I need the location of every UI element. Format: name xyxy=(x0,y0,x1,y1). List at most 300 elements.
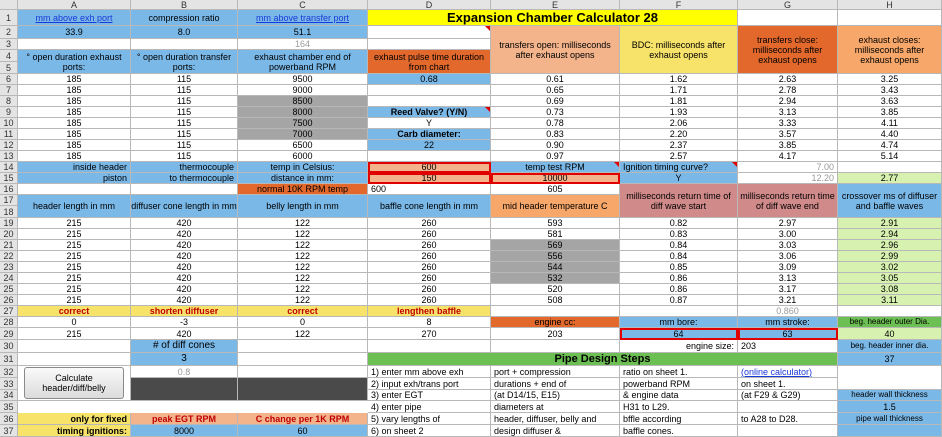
reed-valve-value[interactable]: Y xyxy=(368,118,491,129)
cell-d30[interactable] xyxy=(368,340,491,353)
cell-h32[interactable] xyxy=(838,366,942,390)
row-header[interactable]: 26 xyxy=(0,295,18,306)
diff-wave-start-cell[interactable]: 0.85 xyxy=(620,262,738,273)
exhaust-duration-cell[interactable]: 185 xyxy=(18,151,131,162)
cell-a28[interactable]: 0 xyxy=(18,317,131,328)
baffle-length-cell[interactable]: 260 xyxy=(368,273,491,284)
row-header[interactable]: 34 xyxy=(0,390,18,401)
diffuser-length-cell[interactable]: 420 xyxy=(131,284,238,295)
header-wall-thickness-label[interactable]: header wall thickness xyxy=(838,390,942,401)
cell-a30[interactable] xyxy=(18,340,131,353)
cell-d6-pulse-value[interactable]: 0.68 xyxy=(368,74,491,85)
header-length-cell[interactable]: 215 xyxy=(18,218,131,229)
cell-c31[interactable] xyxy=(238,353,368,366)
cell-a1[interactable]: mm above exh port xyxy=(18,10,131,26)
bdc-ms-cell[interactable]: 2.57 xyxy=(620,151,738,162)
cell-c28[interactable]: 0 xyxy=(238,317,368,328)
bdc-ms-cell[interactable]: 1.93 xyxy=(620,107,738,118)
row-header[interactable]: 15 xyxy=(0,173,18,184)
baffle-length-cell[interactable]: 260 xyxy=(368,218,491,229)
row-header[interactable]: 36 xyxy=(0,413,18,425)
mid-header-temp-cell[interactable]: 520 xyxy=(491,284,620,295)
hdr-crossover[interactable]: crossover ms of diffuser and baffle waves xyxy=(838,184,942,218)
col-header-g[interactable]: G xyxy=(738,0,838,10)
belly-length-cell[interactable]: 122 xyxy=(238,240,368,251)
cell-a2[interactable]: 33.9 xyxy=(18,26,131,39)
header-length-cell[interactable]: 215 xyxy=(18,273,131,284)
transfer-duration-cell[interactable]: 115 xyxy=(131,85,238,96)
transfers-close-ms-cell[interactable]: 3.13 xyxy=(738,107,838,118)
cell-d29[interactable]: 270 xyxy=(368,328,491,340)
cell-h1[interactable] xyxy=(838,10,942,26)
cell-b14[interactable]: thermocouple xyxy=(131,162,238,173)
transfer-duration-cell[interactable]: 115 xyxy=(131,96,238,107)
exhaust-duration-cell[interactable]: 185 xyxy=(18,85,131,96)
diff-wave-start-cell[interactable]: 0.82 xyxy=(620,218,738,229)
hdr-header-length[interactable]: header length in mm xyxy=(18,195,131,218)
transfers-close-ms-cell[interactable]: 2.63 xyxy=(738,74,838,85)
row-header[interactable]: 35 xyxy=(0,401,18,413)
diffuser-length-cell[interactable]: 420 xyxy=(131,229,238,240)
hdr-mid-header-temp[interactable]: mid header temperature C xyxy=(491,195,620,218)
cell-b28[interactable]: -3 xyxy=(131,317,238,328)
cell-c27[interactable]: correct xyxy=(238,306,368,317)
powerband-rpm-cell[interactable]: 9000 xyxy=(238,85,368,96)
row-header[interactable]: 3 xyxy=(0,39,18,50)
cell-g14[interactable]: 7.00 xyxy=(738,162,838,173)
exhaust-close-ms-cell[interactable]: 3.43 xyxy=(838,85,942,96)
cell-a16[interactable] xyxy=(18,184,131,195)
col-header-c[interactable]: C xyxy=(238,0,368,10)
diffuser-length-cell[interactable]: 420 xyxy=(131,251,238,262)
hdr-transfers-open[interactable]: transfers open: milliseconds after exhaust opens xyxy=(491,26,620,74)
diff-wave-start-cell[interactable]: 0.83 xyxy=(620,229,738,240)
cell-c16[interactable]: normal 10K RPM temp xyxy=(238,184,368,195)
exhaust-close-ms-cell[interactable]: 4.74 xyxy=(838,140,942,151)
header-outer-dia-value[interactable]: 40 xyxy=(838,328,942,340)
hdr-transfers-close[interactable]: transfers close: milliseconds after exhaust opens xyxy=(738,26,838,74)
cell-c15[interactable]: distance in mm: xyxy=(238,173,368,184)
step-text-e[interactable]: header, diffuser, belly and xyxy=(491,413,620,425)
bdc-ms-cell[interactable]: 2.06 xyxy=(620,118,738,129)
row-header[interactable]: 12 xyxy=(0,140,18,151)
row-header[interactable]: 11 xyxy=(0,129,18,140)
crossover-ms-cell[interactable]: 3.11 xyxy=(838,295,942,306)
cell-d16[interactable]: 600 xyxy=(368,184,491,195)
diff-wave-start-cell[interactable]: 0.86 xyxy=(620,284,738,295)
fixed-timing-label-1[interactable]: only for fixed xyxy=(18,413,131,425)
step-text-f[interactable]: baffle cones. xyxy=(620,425,738,437)
cell-h15[interactable]: 2.77 xyxy=(838,173,942,184)
belly-length-cell[interactable]: 122 xyxy=(238,229,368,240)
stroke-input[interactable]: 63 xyxy=(738,328,838,340)
row-header[interactable]: 16 xyxy=(0,184,18,195)
transfers-close-ms-cell[interactable]: 2.78 xyxy=(738,85,838,96)
baffle-length-cell[interactable]: 260 xyxy=(368,284,491,295)
powerband-rpm-cell[interactable]: 7000 xyxy=(238,129,368,140)
exhaust-close-ms-cell[interactable]: 3.25 xyxy=(838,74,942,85)
step-text-d[interactable]: 2) input exh/trans port xyxy=(368,378,491,390)
egt-temp-input[interactable]: 600 xyxy=(368,162,491,173)
baffle-length-cell[interactable]: 260 xyxy=(368,295,491,306)
cell-d27[interactable]: lengthen baffle xyxy=(368,306,491,317)
hdr-bdc[interactable]: BDC: milliseconds after exhaust opens xyxy=(620,26,738,74)
col-header-b[interactable]: B xyxy=(131,0,238,10)
reed-valve-label[interactable]: Reed Valve? (Y/N) xyxy=(368,107,491,118)
transfers-open-ms-cell[interactable]: 0.73 xyxy=(491,107,620,118)
exhaust-duration-cell[interactable]: 185 xyxy=(18,140,131,151)
step-text-d[interactable]: 1) enter mm above exh xyxy=(368,366,491,378)
calculate-header-diff-belly-button[interactable]: Calculate header/diff/belly xyxy=(24,367,124,399)
diff-wave-end-cell[interactable]: 2.97 xyxy=(738,218,838,229)
cell-c32[interactable] xyxy=(238,366,368,378)
crossover-ms-cell[interactable]: 2.99 xyxy=(838,251,942,262)
hdr-diff-wave-start[interactable]: milliseconds return time of diff wave start xyxy=(620,184,738,218)
col-header-d[interactable]: D xyxy=(368,0,491,10)
transfer-duration-cell[interactable]: 115 xyxy=(131,151,238,162)
belly-length-cell[interactable]: 122 xyxy=(238,262,368,273)
engine-cc-label[interactable]: engine cc: xyxy=(491,317,620,328)
crossover-ms-cell[interactable]: 2.91 xyxy=(838,218,942,229)
mid-header-temp-cell[interactable]: 593 xyxy=(491,218,620,229)
header-inner-dia-value[interactable]: 37 xyxy=(838,353,942,366)
header-length-cell[interactable]: 215 xyxy=(18,262,131,273)
bore-input[interactable]: 64 xyxy=(620,328,738,340)
row-header[interactable]: 30 xyxy=(0,340,18,353)
diffuser-length-cell[interactable]: 420 xyxy=(131,262,238,273)
powerband-rpm-cell[interactable]: 6500 xyxy=(238,140,368,151)
row-header[interactable]: 1 xyxy=(0,10,18,26)
header-length-cell[interactable]: 215 xyxy=(18,229,131,240)
cell-e16[interactable]: 605 xyxy=(491,184,620,195)
cell-a29[interactable]: 215 xyxy=(18,328,131,340)
powerband-rpm-cell[interactable]: 6000 xyxy=(238,151,368,162)
stroke-label[interactable]: mm stroke: xyxy=(738,317,838,328)
crossover-ms-cell[interactable]: 2.96 xyxy=(838,240,942,251)
diff-wave-end-cell[interactable]: 3.09 xyxy=(738,262,838,273)
hdr-transfer-open-duration[interactable]: ° open duration transfer ports: xyxy=(131,50,238,74)
row-header[interactable]: 8 xyxy=(0,96,18,107)
hdr-pulse-time[interactable]: exhaust pulse time duration from chart xyxy=(368,50,491,74)
transfers-open-ms-cell[interactable]: 0.97 xyxy=(491,151,620,162)
header-outer-dia-label[interactable]: beg. header outer Dia. xyxy=(838,317,942,328)
step-text-g[interactable]: (at F29 & G29) xyxy=(738,390,838,401)
exhaust-close-ms-cell[interactable]: 4.40 xyxy=(838,129,942,140)
bdc-ms-cell[interactable]: 1.81 xyxy=(620,96,738,107)
row-header[interactable]: 32 xyxy=(0,366,18,378)
row-header[interactable]: 13 xyxy=(0,151,18,162)
pipe-wall-thickness-value[interactable] xyxy=(838,425,942,437)
step-text-f[interactable]: & engine data xyxy=(620,390,738,401)
engine-size-value[interactable]: 203 xyxy=(738,340,838,353)
row-header[interactable]: 4 xyxy=(0,50,18,62)
cell-a3[interactable] xyxy=(18,39,131,50)
cell-a27[interactable]: correct xyxy=(18,306,131,317)
bdc-ms-cell[interactable]: 1.71 xyxy=(620,85,738,96)
cell-d28[interactable]: 8 xyxy=(368,317,491,328)
cell-b32[interactable]: 0.8 xyxy=(131,366,238,378)
transfers-open-ms-cell[interactable]: 0.83 xyxy=(491,129,620,140)
row-header[interactable]: 10 xyxy=(0,118,18,129)
step-text-d[interactable]: 4) enter pipe xyxy=(368,401,491,413)
cell-c3[interactable]: 164 xyxy=(238,39,368,50)
baffle-length-cell[interactable]: 260 xyxy=(368,262,491,273)
c-change-label[interactable]: C change per 1K RPM xyxy=(238,413,368,425)
cell-d13[interactable] xyxy=(368,151,491,162)
transfers-open-ms-cell[interactable]: 0.61 xyxy=(491,74,620,85)
carb-diameter-value[interactable]: 22 xyxy=(368,140,491,151)
bdc-ms-cell[interactable]: 2.20 xyxy=(620,129,738,140)
exhaust-close-ms-cell[interactable]: 5.14 xyxy=(838,151,942,162)
belly-length-cell[interactable]: 122 xyxy=(238,295,368,306)
diff-wave-start-cell[interactable]: 0.86 xyxy=(620,273,738,284)
cell-b29[interactable]: 420 xyxy=(131,328,238,340)
row-header[interactable]: 33 xyxy=(0,378,18,390)
bdc-ms-cell[interactable]: 2.37 xyxy=(620,140,738,151)
select-all-corner[interactable] xyxy=(0,0,18,10)
step-text-g[interactable] xyxy=(738,425,838,437)
exhaust-duration-cell[interactable]: 185 xyxy=(18,129,131,140)
cell-d3[interactable] xyxy=(368,39,491,50)
exhaust-duration-cell[interactable]: 185 xyxy=(18,107,131,118)
header-length-cell[interactable]: 215 xyxy=(18,295,131,306)
step-text-d[interactable]: 5) vary lengths of xyxy=(368,413,491,425)
row-header[interactable]: 37 xyxy=(0,425,18,437)
step-text-g[interactable] xyxy=(738,401,838,413)
step-text-f[interactable]: H31 to L29. xyxy=(620,401,738,413)
exhaust-duration-cell[interactable]: 185 xyxy=(18,74,131,85)
cell-c30[interactable] xyxy=(238,340,368,353)
row-header[interactable]: 2 xyxy=(0,26,18,39)
step-text-d[interactable]: 6) on sheet 2 xyxy=(368,425,491,437)
transfer-duration-cell[interactable]: 115 xyxy=(131,140,238,151)
cell-d8[interactable] xyxy=(368,96,491,107)
cell-g15[interactable]: 12.20 xyxy=(738,173,838,184)
diffuser-length-cell[interactable]: 420 xyxy=(131,240,238,251)
transfer-duration-cell[interactable]: 115 xyxy=(131,118,238,129)
diff-wave-start-cell[interactable]: 0.84 xyxy=(620,240,738,251)
diff-wave-end-cell[interactable]: 3.00 xyxy=(738,229,838,240)
bdc-ms-cell[interactable]: 1.62 xyxy=(620,74,738,85)
cell-b2[interactable]: 8.0 xyxy=(131,26,238,39)
carb-diameter-label[interactable]: Carb diameter: xyxy=(368,129,491,140)
cell-a14[interactable]: inside header xyxy=(18,162,131,173)
cell-b16[interactable] xyxy=(131,184,238,195)
crossover-ms-cell[interactable]: 3.05 xyxy=(838,273,942,284)
exhaust-close-ms-cell[interactable]: 4.11 xyxy=(838,118,942,129)
row-header[interactable]: 19 xyxy=(0,218,18,229)
diff-wave-end-cell[interactable]: 3.13 xyxy=(738,273,838,284)
cell-h14[interactable] xyxy=(838,162,942,173)
engine-size-label[interactable]: engine size: xyxy=(620,340,738,353)
col-header-h[interactable]: H xyxy=(838,0,942,10)
hdr-baffle-length[interactable]: baffle cone length in mm xyxy=(368,195,491,218)
cell-f27[interactable] xyxy=(620,306,738,317)
cell-c1[interactable]: mm above transfer port xyxy=(238,10,368,26)
mid-header-temp-cell[interactable]: 581 xyxy=(491,229,620,240)
cell-a31[interactable] xyxy=(18,353,131,366)
transfer-duration-cell[interactable]: 115 xyxy=(131,129,238,140)
diffuser-length-cell[interactable]: 420 xyxy=(131,218,238,229)
step-text-g[interactable]: to A28 to D28. xyxy=(738,413,838,425)
diffuser-length-cell[interactable]: 420 xyxy=(131,295,238,306)
cell-f14[interactable]: Ignition timing curve? xyxy=(620,162,738,173)
exhaust-close-ms-cell[interactable]: 3.85 xyxy=(838,107,942,118)
diff-cones-value[interactable]: 3 xyxy=(131,353,238,366)
powerband-rpm-cell[interactable]: 8500 xyxy=(238,96,368,107)
header-length-cell[interactable]: 215 xyxy=(18,251,131,262)
baffle-length-cell[interactable]: 260 xyxy=(368,251,491,262)
mid-header-temp-cell[interactable]: 544 xyxy=(491,262,620,273)
row-header[interactable]: 29 xyxy=(0,328,18,340)
step-text-e[interactable]: design diffuser & xyxy=(491,425,620,437)
pipe-wall-thickness-label[interactable]: pipe wall thickness xyxy=(838,413,942,425)
powerband-rpm-cell[interactable]: 8000 xyxy=(238,107,368,118)
cell-b15[interactable]: to thermocouple xyxy=(131,173,238,184)
bore-label[interactable]: mm bore: xyxy=(620,317,738,328)
cell-h27[interactable] xyxy=(838,306,942,317)
crossover-ms-cell[interactable]: 3.08 xyxy=(838,284,942,295)
cell-g27[interactable]: 0.860 xyxy=(738,306,838,317)
mid-header-temp-cell[interactable]: 569 xyxy=(491,240,620,251)
step-text-g[interactable]: (online calculator) xyxy=(738,366,838,378)
cell-g1[interactable] xyxy=(738,10,838,26)
thermocouple-distance-input[interactable]: 150 xyxy=(368,173,491,184)
crossover-ms-cell[interactable]: 2.94 xyxy=(838,229,942,240)
transfers-close-ms-cell[interactable]: 2.94 xyxy=(738,96,838,107)
engine-cc-value[interactable]: 203 xyxy=(491,328,620,340)
pipe-design-steps-title[interactable]: Pipe Design Steps xyxy=(368,353,838,366)
cell-b1[interactable]: compression ratio xyxy=(131,10,238,26)
hdr-exhaust-closes[interactable]: exhaust closes: milliseconds after exhaust opens xyxy=(838,26,942,74)
transfers-close-ms-cell[interactable]: 4.17 xyxy=(738,151,838,162)
row-header[interactable]: 21 xyxy=(0,240,18,251)
header-inner-dia-label[interactable]: beg. header inner dia. xyxy=(838,340,942,353)
cell-e30[interactable] xyxy=(491,340,620,353)
transfers-close-ms-cell[interactable]: 3.57 xyxy=(738,129,838,140)
cell-e14[interactable]: temp test RPM xyxy=(491,162,620,173)
cell-c14[interactable]: temp in Celsius: xyxy=(238,162,368,173)
exhaust-duration-cell[interactable]: 185 xyxy=(18,96,131,107)
ignition-curve-value[interactable]: Y xyxy=(620,173,738,184)
step-text-e[interactable]: (at D14/15, E15) xyxy=(491,390,620,401)
peak-egt-rpm-value[interactable]: 8000 xyxy=(131,425,238,437)
cell-d2[interactable] xyxy=(368,26,491,39)
step-text-e[interactable]: port + compression xyxy=(491,366,620,378)
belly-length-cell[interactable]: 122 xyxy=(238,218,368,229)
row-header[interactable]: 20 xyxy=(0,229,18,240)
row-header[interactable]: 14 xyxy=(0,162,18,173)
cell-a15[interactable]: piston xyxy=(18,173,131,184)
powerband-rpm-cell[interactable]: 9500 xyxy=(238,74,368,85)
step-text-d[interactable]: 3) enter EGT xyxy=(368,390,491,401)
exhaust-duration-cell[interactable]: 185 xyxy=(18,118,131,129)
row-header[interactable]: 5 xyxy=(0,62,18,74)
mid-header-temp-cell[interactable]: 508 xyxy=(491,295,620,306)
test-rpm-input[interactable]: 10000 xyxy=(491,173,620,184)
header-length-cell[interactable]: 215 xyxy=(18,284,131,295)
hdr-exhaust-open-duration[interactable]: ° open duration exhaust ports: xyxy=(18,50,131,74)
exhaust-close-ms-cell[interactable]: 3.63 xyxy=(838,96,942,107)
diff-wave-end-cell[interactable]: 3.06 xyxy=(738,251,838,262)
diff-wave-start-cell[interactable]: 0.84 xyxy=(620,251,738,262)
cell-e27[interactable] xyxy=(491,306,620,317)
transfers-open-ms-cell[interactable]: 0.90 xyxy=(491,140,620,151)
row-header[interactable]: 9 xyxy=(0,107,18,118)
col-header-e[interactable]: E xyxy=(491,0,620,10)
diff-wave-end-cell[interactable]: 3.21 xyxy=(738,295,838,306)
powerband-rpm-cell[interactable]: 7500 xyxy=(238,118,368,129)
row-header[interactable]: 22 xyxy=(0,251,18,262)
belly-length-cell[interactable]: 122 xyxy=(238,284,368,295)
diff-wave-start-cell[interactable]: 0.87 xyxy=(620,295,738,306)
header-wall-thickness-value[interactable]: 1.5 xyxy=(838,401,942,413)
row-header[interactable]: 17 xyxy=(0,195,18,206)
row-header[interactable]: 18 xyxy=(0,206,18,218)
fixed-timing-label-2[interactable]: timing ignitions: xyxy=(18,425,131,437)
cell-d7[interactable] xyxy=(368,85,491,96)
col-header-f[interactable]: F xyxy=(620,0,738,10)
belly-length-cell[interactable]: 122 xyxy=(238,251,368,262)
sheet-title[interactable]: Expansion Chamber Calculator 28 xyxy=(368,10,738,26)
transfers-close-ms-cell[interactable]: 3.33 xyxy=(738,118,838,129)
transfers-open-ms-cell[interactable]: 0.78 xyxy=(491,118,620,129)
hdr-diffuser-length[interactable]: diffuser cone length in mm xyxy=(131,195,238,218)
transfers-open-ms-cell[interactable]: 0.69 xyxy=(491,96,620,107)
c-change-value[interactable]: 60 xyxy=(238,425,368,437)
transfer-duration-cell[interactable]: 115 xyxy=(131,107,238,118)
step-text-f[interactable]: bffle according xyxy=(620,413,738,425)
step-text-e[interactable]: diameters at xyxy=(491,401,620,413)
row-header[interactable]: 25 xyxy=(0,284,18,295)
hdr-diff-wave-end[interactable]: milliseconds return time of diff wave end xyxy=(738,184,838,218)
transfers-open-ms-cell[interactable]: 0.65 xyxy=(491,85,620,96)
mid-header-temp-cell[interactable]: 532 xyxy=(491,273,620,284)
row-header[interactable]: 31 xyxy=(0,353,18,366)
cell-c29[interactable]: 122 xyxy=(238,328,368,340)
transfer-duration-cell[interactable]: 115 xyxy=(131,74,238,85)
cell-b3[interactable] xyxy=(131,39,238,50)
diff-cones-label[interactable]: # of diff cones xyxy=(131,340,238,353)
diff-wave-end-cell[interactable]: 3.17 xyxy=(738,284,838,295)
diff-wave-end-cell[interactable]: 3.03 xyxy=(738,240,838,251)
row-header[interactable]: 6 xyxy=(0,74,18,85)
cell-c2[interactable]: 51.1 xyxy=(238,26,368,39)
step-text-f[interactable]: powerband RPM xyxy=(620,378,738,390)
col-header-a[interactable]: A xyxy=(18,0,131,10)
mid-header-temp-cell[interactable]: 556 xyxy=(491,251,620,262)
crossover-ms-cell[interactable]: 3.02 xyxy=(838,262,942,273)
step-text-f[interactable]: ratio on sheet 1. xyxy=(620,366,738,378)
peak-egt-rpm-label[interactable]: peak EGT RPM xyxy=(131,413,238,425)
step-text-e[interactable]: durations + end of xyxy=(491,378,620,390)
hdr-belly-length[interactable]: belly length in mm xyxy=(238,195,368,218)
row-header[interactable]: 7 xyxy=(0,85,18,96)
cell-b27[interactable]: shorten diffuser xyxy=(131,306,238,317)
row-header[interactable]: 28 xyxy=(0,317,18,328)
belly-length-cell[interactable]: 122 xyxy=(238,273,368,284)
baffle-length-cell[interactable]: 260 xyxy=(368,240,491,251)
step-text-g[interactable]: on sheet 1. xyxy=(738,378,838,390)
transfers-close-ms-cell[interactable]: 3.85 xyxy=(738,140,838,151)
hdr-chamber-end-rpm[interactable]: exhaust chamber end of powerband RPM xyxy=(238,50,368,74)
row-header[interactable]: 23 xyxy=(0,262,18,273)
header-length-cell[interactable]: 215 xyxy=(18,240,131,251)
diffuser-length-cell[interactable]: 420 xyxy=(131,273,238,284)
baffle-length-cell[interactable]: 260 xyxy=(368,229,491,240)
row-header[interactable]: 27 xyxy=(0,306,18,317)
row-header[interactable]: 24 xyxy=(0,273,18,284)
